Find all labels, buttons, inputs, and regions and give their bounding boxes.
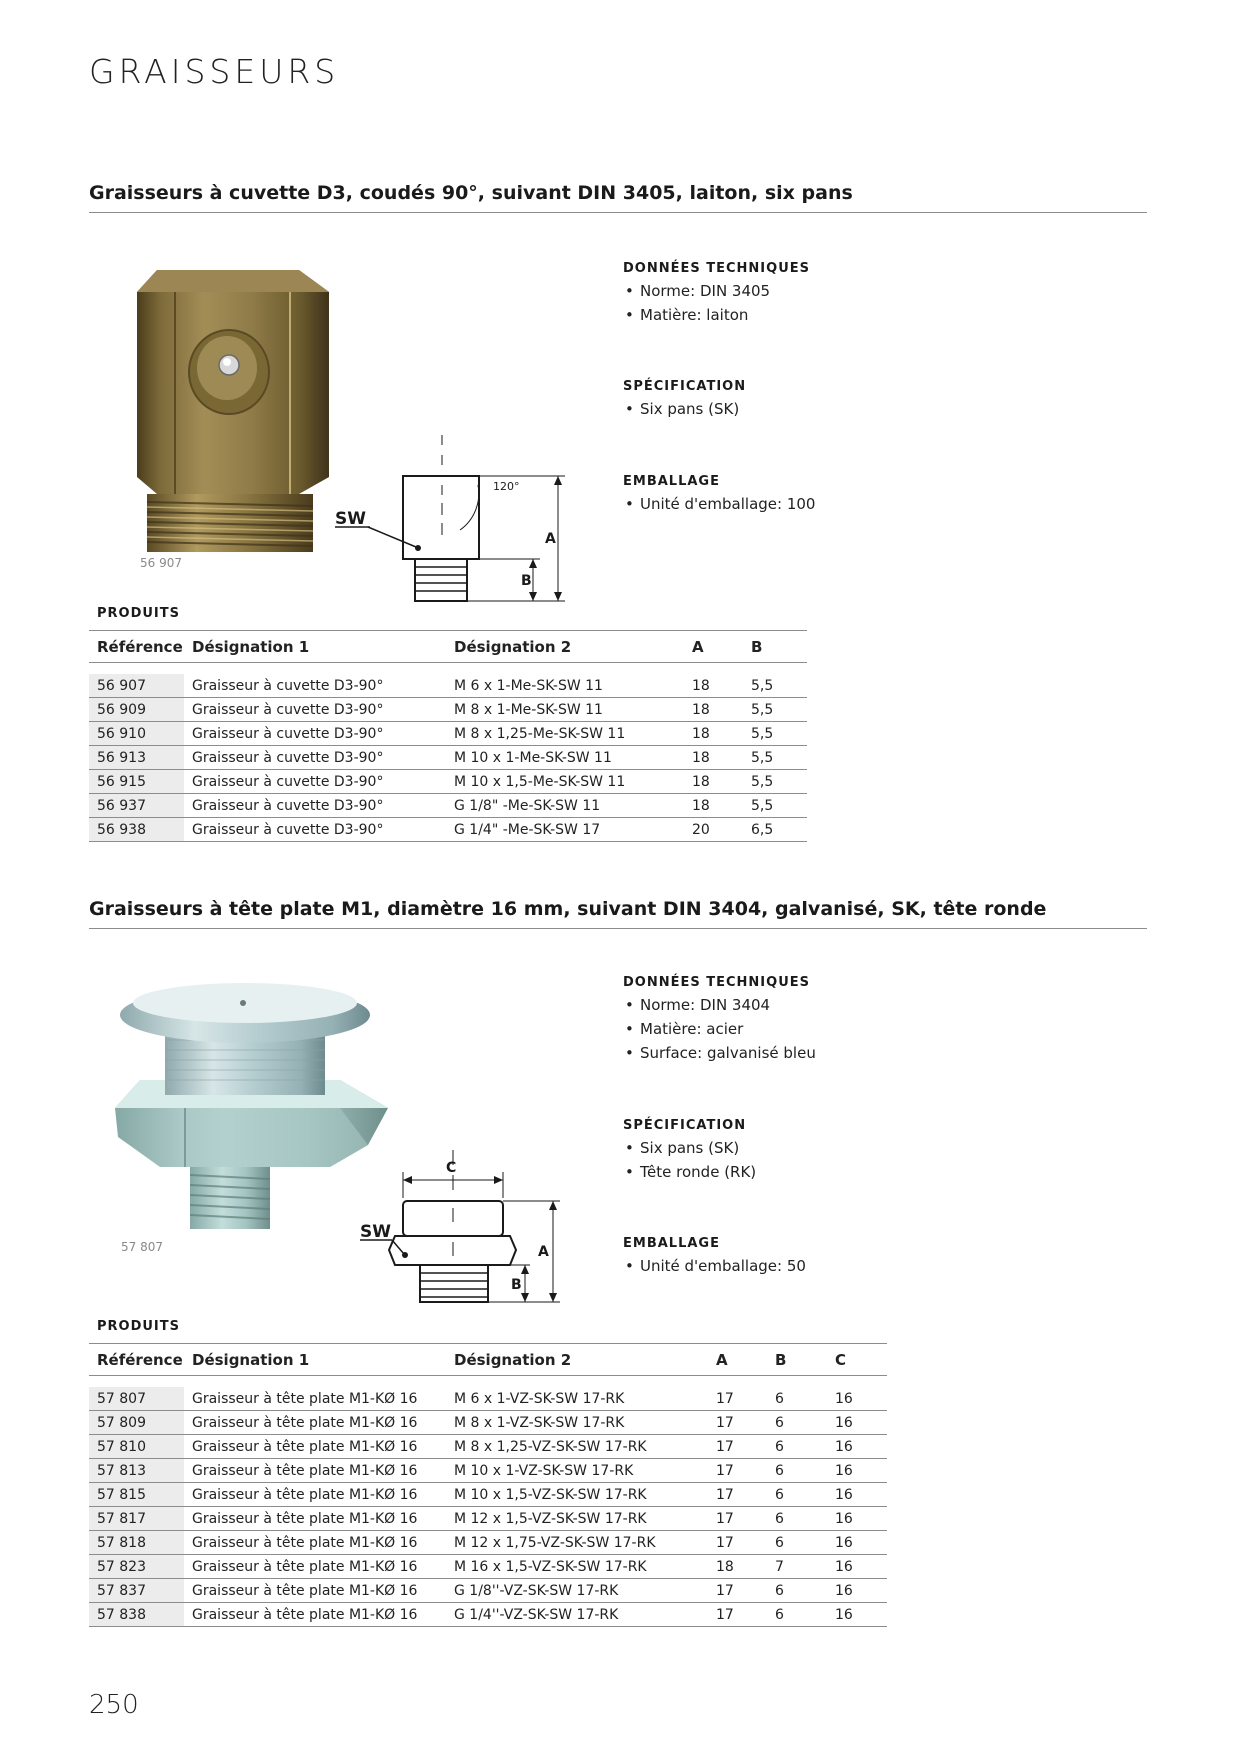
diagram-label-sw: SW [335, 509, 366, 529]
packaging-item: • Unité d'emballage: 100 [623, 492, 815, 516]
tech-data-list [623, 279, 770, 327]
cell-a: 17 [708, 1411, 767, 1435]
diagram-label-c: C [446, 1160, 457, 1176]
table-row [89, 1459, 887, 1483]
cell-reference: 56 915 [89, 770, 184, 794]
table-row [89, 1483, 887, 1507]
cell-b: 5,5 [743, 746, 807, 770]
cell-b: 6 [767, 1483, 827, 1507]
column-header: Référence [89, 631, 184, 663]
cell-reference: 57 813 [89, 1459, 184, 1483]
products-table [89, 1343, 887, 1627]
cell-designation-1: Graisseur à tête plate M1-KØ 16 [184, 1411, 446, 1435]
page-title: GRAISSEURS [89, 52, 340, 91]
technical-drawing [360, 1150, 575, 1310]
cell-designation-2: G 1/4''-VZ-SK-SW 17-RK [446, 1603, 708, 1627]
cell-c: 16 [827, 1507, 887, 1531]
cell-a: 17 [708, 1531, 767, 1555]
section-title: Graisseurs à cuvette D3, coudés 90°, suivant DIN 3405, laiton, six pans [89, 182, 853, 204]
diagram-label-sw: SW [360, 1222, 391, 1242]
cell-reference: 56 913 [89, 746, 184, 770]
cell-designation-2: M 8 x 1-VZ-SK-SW 17-RK [446, 1411, 708, 1435]
cell-designation-2: M 12 x 1,75-VZ-SK-SW 17-RK [446, 1531, 708, 1555]
packaging-label: EMBALLAGE [623, 1236, 720, 1251]
cell-c: 16 [827, 1387, 887, 1411]
cell-designation-1: Graisseur à cuvette D3-90° [184, 674, 446, 698]
cell-reference: 56 910 [89, 722, 184, 746]
cell-designation-1: Graisseur à tête plate M1-KØ 16 [184, 1531, 446, 1555]
cell-designation-1: Graisseur à tête plate M1-KØ 16 [184, 1507, 446, 1531]
cell-c: 16 [827, 1531, 887, 1555]
technical-drawing [335, 435, 580, 610]
cell-b: 5,5 [743, 770, 807, 794]
cell-designation-2: M 12 x 1,5-VZ-SK-SW 17-RK [446, 1507, 708, 1531]
cell-reference: 57 823 [89, 1555, 184, 1579]
cell-b: 7 [767, 1555, 827, 1579]
column-header: Désignation 2 [446, 1344, 708, 1376]
cell-reference: 57 815 [89, 1483, 184, 1507]
packaging-list [623, 1254, 806, 1278]
product-photo-zinc-nipple [110, 975, 390, 1237]
spec-item: • Six pans (SK) [623, 1136, 756, 1160]
products-label: PRODUITS [97, 1319, 181, 1334]
products-table [89, 630, 807, 842]
cell-designation-2: M 10 x 1-VZ-SK-SW 17-RK [446, 1459, 708, 1483]
table-row [89, 1411, 887, 1435]
tech-item: • Matière: laiton [623, 303, 770, 327]
cell-a: 18 [684, 746, 743, 770]
table-row [89, 1387, 887, 1411]
spec-list [623, 397, 739, 421]
cell-designation-1: Graisseur à tête plate M1-KØ 16 [184, 1483, 446, 1507]
table-row [89, 722, 807, 746]
cell-c: 16 [827, 1555, 887, 1579]
packaging-label: EMBALLAGE [623, 474, 720, 489]
cell-designation-2: G 1/8''-VZ-SK-SW 17-RK [446, 1579, 708, 1603]
products-label: PRODUITS [97, 606, 181, 621]
cell-designation-2: M 10 x 1-Me-SK-SW 11 [446, 746, 684, 770]
cell-a: 18 [684, 794, 743, 818]
cell-designation-1: Graisseur à cuvette D3-90° [184, 818, 446, 842]
column-header: B [743, 631, 807, 663]
cell-designation-1: Graisseur à cuvette D3-90° [184, 746, 446, 770]
cell-reference: 56 938 [89, 818, 184, 842]
cell-a: 18 [684, 770, 743, 794]
table-row [89, 818, 807, 842]
cell-designation-1: Graisseur à cuvette D3-90° [184, 794, 446, 818]
tech-item: • Norme: DIN 3404 [623, 993, 816, 1017]
column-header: Désignation 2 [446, 631, 684, 663]
cell-reference: 57 837 [89, 1579, 184, 1603]
diagram-label-angle: 120° [493, 480, 520, 493]
table-row [89, 1555, 887, 1579]
cell-a: 17 [708, 1387, 767, 1411]
tech-data-label: DONNÉES TECHNIQUES [623, 975, 810, 990]
cell-designation-2: M 10 x 1,5-VZ-SK-SW 17-RK [446, 1483, 708, 1507]
cell-a: 17 [708, 1579, 767, 1603]
tech-item: • Norme: DIN 3405 [623, 279, 770, 303]
cell-a: 18 [684, 674, 743, 698]
table-row [89, 794, 807, 818]
cell-a: 18 [708, 1555, 767, 1579]
cell-designation-1: Graisseur à tête plate M1-KØ 16 [184, 1579, 446, 1603]
cell-b: 6 [767, 1603, 827, 1627]
image-caption: 56 907 [140, 556, 182, 570]
cell-c: 16 [827, 1435, 887, 1459]
tech-data-label: DONNÉES TECHNIQUES [623, 261, 810, 276]
cell-reference: 57 838 [89, 1603, 184, 1627]
image-caption: 57 807 [121, 1240, 163, 1254]
cell-a: 17 [708, 1483, 767, 1507]
cell-b: 6,5 [743, 818, 807, 842]
cell-c: 16 [827, 1411, 887, 1435]
cell-reference: 57 807 [89, 1387, 184, 1411]
column-header: C [827, 1344, 887, 1376]
spec-item: • Six pans (SK) [623, 397, 739, 421]
page-number: 250 [89, 1690, 139, 1720]
diagram-label-b: B [511, 1277, 522, 1293]
tech-data-list [623, 993, 816, 1065]
cell-designation-2: M 8 x 1-Me-SK-SW 11 [446, 698, 684, 722]
column-header: A [708, 1344, 767, 1376]
column-header: B [767, 1344, 827, 1376]
section-title: Graisseurs à tête plate M1, diamètre 16 mm, suivant DIN 3404, galvanisé, SK, tête ronde [89, 898, 1047, 920]
cell-designation-2: M 10 x 1,5-Me-SK-SW 11 [446, 770, 684, 794]
cell-designation-2: M 8 x 1,25-VZ-SK-SW 17-RK [446, 1435, 708, 1459]
cell-designation-1: Graisseur à tête plate M1-KØ 16 [184, 1603, 446, 1627]
packaging-list [623, 492, 815, 516]
cell-designation-2: M 16 x 1,5-VZ-SK-SW 17-RK [446, 1555, 708, 1579]
table-header-row [89, 1344, 887, 1376]
cell-b: 5,5 [743, 698, 807, 722]
cell-designation-1: Graisseur à cuvette D3-90° [184, 722, 446, 746]
cell-reference: 57 810 [89, 1435, 184, 1459]
table-row [89, 746, 807, 770]
table-row [89, 1579, 887, 1603]
column-header: Référence [89, 1344, 184, 1376]
cell-c: 16 [827, 1483, 887, 1507]
table-row [89, 1507, 887, 1531]
table-header-row [89, 631, 807, 663]
tech-item: • Matière: acier [623, 1017, 816, 1041]
table-row [89, 1435, 887, 1459]
spec-label: SPÉCIFICATION [623, 1118, 747, 1133]
cell-a: 17 [708, 1603, 767, 1627]
cell-designation-2: M 6 x 1-VZ-SK-SW 17-RK [446, 1387, 708, 1411]
cell-b: 6 [767, 1579, 827, 1603]
table-row [89, 1531, 887, 1555]
cell-designation-2: M 6 x 1-Me-SK-SW 11 [446, 674, 684, 698]
cell-a: 18 [684, 698, 743, 722]
cell-c: 16 [827, 1603, 887, 1627]
cell-c: 16 [827, 1459, 887, 1483]
cell-b: 5,5 [743, 722, 807, 746]
cell-reference: 57 818 [89, 1531, 184, 1555]
table-row [89, 674, 807, 698]
cell-designation-1: Graisseur à cuvette D3-90° [184, 770, 446, 794]
section-divider [89, 928, 1147, 929]
cell-reference: 56 909 [89, 698, 184, 722]
cell-b: 6 [767, 1387, 827, 1411]
table-row [89, 770, 807, 794]
cell-a: 17 [708, 1435, 767, 1459]
spec-list [623, 1136, 756, 1184]
cell-reference: 57 809 [89, 1411, 184, 1435]
cell-designation-1: Graisseur à tête plate M1-KØ 16 [184, 1387, 446, 1411]
column-header: A [684, 631, 743, 663]
cell-a: 18 [684, 722, 743, 746]
cell-a: 20 [684, 818, 743, 842]
table-row [89, 698, 807, 722]
spec-item: • Tête ronde (RK) [623, 1160, 756, 1184]
cell-b: 6 [767, 1531, 827, 1555]
table-row [89, 1603, 887, 1627]
cell-b: 5,5 [743, 674, 807, 698]
product-photo-brass-nipple [125, 262, 335, 562]
packaging-item: • Unité d'emballage: 50 [623, 1254, 806, 1278]
diagram-label-a: A [545, 531, 556, 547]
cell-c: 16 [827, 1579, 887, 1603]
cell-b: 6 [767, 1411, 827, 1435]
column-header: Désignation 1 [184, 1344, 446, 1376]
diagram-label-b: B [521, 573, 532, 589]
tech-item: • Surface: galvanisé bleu [623, 1041, 816, 1065]
cell-designation-1: Graisseur à tête plate M1-KØ 16 [184, 1459, 446, 1483]
cell-designation-2: M 8 x 1,25-Me-SK-SW 11 [446, 722, 684, 746]
cell-reference: 56 907 [89, 674, 184, 698]
cell-designation-1: Graisseur à cuvette D3-90° [184, 698, 446, 722]
cell-designation-1: Graisseur à tête plate M1-KØ 16 [184, 1435, 446, 1459]
diagram-label-a: A [538, 1244, 549, 1260]
cell-b: 5,5 [743, 794, 807, 818]
spec-label: SPÉCIFICATION [623, 379, 747, 394]
cell-a: 17 [708, 1507, 767, 1531]
cell-b: 6 [767, 1459, 827, 1483]
column-header: Désignation 1 [184, 631, 446, 663]
cell-a: 17 [708, 1459, 767, 1483]
cell-designation-1: Graisseur à tête plate M1-KØ 16 [184, 1555, 446, 1579]
cell-reference: 57 817 [89, 1507, 184, 1531]
cell-b: 6 [767, 1435, 827, 1459]
cell-designation-2: G 1/8" -Me-SK-SW 11 [446, 794, 684, 818]
cell-b: 6 [767, 1507, 827, 1531]
cell-reference: 56 937 [89, 794, 184, 818]
cell-designation-2: G 1/4" -Me-SK-SW 17 [446, 818, 684, 842]
section-divider [89, 212, 1147, 213]
